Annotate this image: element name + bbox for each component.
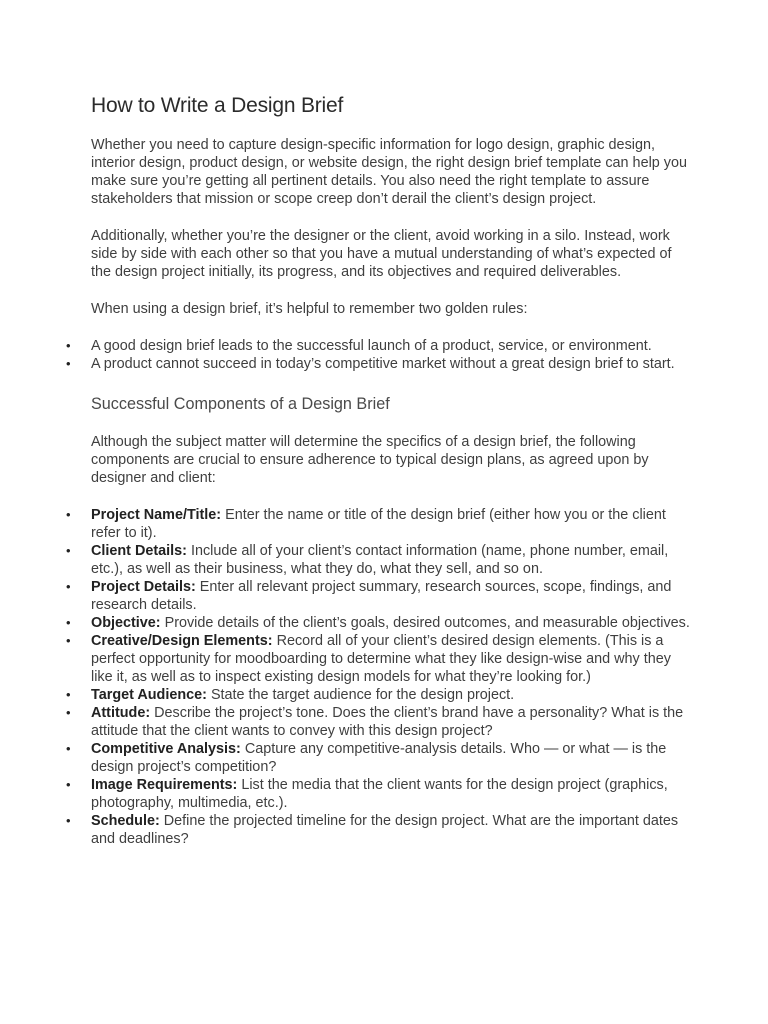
bullet-icon: • [66,579,71,594]
component-text: Define the projected timeline for the design project. What are the important dates and deadlines? [91,813,679,847]
list-item [66,704,691,740]
component-text: Record all of your client’s desired design elements. (This is a perfect opportunity for moodboarding to determine what they like design-wise and why they like it, as well as to inspect existing design models for what they’re looking for.) [91,633,671,685]
list-item [66,614,691,632]
section-heading: Successful Components of a Design Brief [91,395,390,413]
component-term: Target Audience: [91,687,207,703]
golden-rules-intro: When using a design brief, it’s helpful to remember two golden rules: [91,301,528,317]
collaboration-paragraph: Additionally, whether you’re the designer or the client, avoid working in a silo. Instead, work side by side with each other so that you have a mutual understanding of what’s expected of the design project initially, its progress, and its objectives and required deliverables. [91,228,672,280]
golden-rules-list [66,337,691,373]
list-item [66,740,691,776]
component-term: Creative/Design Elements: [91,633,273,649]
list-item [66,337,691,355]
list-item [66,632,691,686]
bullet-icon: • [66,741,71,756]
bullet-icon: • [66,687,71,702]
bullet-icon: • [66,633,71,648]
list-item [66,355,691,373]
component-term: Schedule: [91,813,160,829]
bullet-icon: • [66,777,71,792]
component-term: Objective: [91,615,161,631]
list-item [66,812,691,848]
section-intro: Although the subject matter will determine the specifics of a design brief, the following components are crucial to ensure adherence to typical design plans, as agreed upon by designer and client: [91,434,649,486]
component-term: Project Details: [91,579,196,595]
page-title: How to Write a Design Brief [91,94,344,117]
document-content [66,92,691,848]
component-text: Provide details of the client’s goals, desired outcomes, and measurable objectives. [164,615,690,631]
component-term: Client Details: [91,543,187,559]
component-term: Image Requirements: [91,777,238,793]
list-item [66,686,691,704]
list-item [66,776,691,812]
component-text: Describe the project’s tone. Does the client’s brand have a personality? What is the attitude that the client wants to convey with this design project? [91,705,684,739]
component-term: Attitude: [91,705,151,721]
component-text: Include all of your client’s contact information (name, phone number, email, etc.), as well as their business, what they do, what they sell, and so on. [91,543,669,577]
component-text: Capture any competitive-analysis details. Who — or what — is the design project’s competition? [91,741,667,775]
bullet-icon: • [66,338,71,353]
component-text: List the media that the client wants for the design project (graphics, photography, multimedia, etc.). [91,777,668,811]
bullet-icon: • [66,507,71,522]
component-text: Enter all relevant project summary, research sources, scope, findings, and research details. [91,579,672,613]
rule-text: A product cannot succeed in today’s competitive market without a great design brief to start. [91,356,675,372]
rule-text: A good design brief leads to the successful launch of a product, service, or environment. [91,338,652,354]
component-term: Project Name/Title: [91,507,222,523]
components-list [66,506,691,848]
bullet-icon: • [66,615,71,630]
list-item [66,506,691,542]
component-text: State the target audience for the design project. [210,687,515,703]
component-term: Competitive Analysis: [91,741,241,757]
component-text: Enter the name or title of the design brief (either how you or the client refer to it). [91,507,666,541]
list-item [66,578,691,614]
bullet-icon: • [66,813,71,828]
bullet-icon: • [66,356,71,371]
intro-paragraph: Whether you need to capture design-specific information for logo design, graphic design, interior design, product design, or website design, the right design brief template can help you make sure you’re getting all pertinent details. You also need the right template to assure stakeholders that mission or scope creep don’t derail the client’s design project. [91,137,687,207]
bullet-icon: • [66,543,71,558]
list-item [66,542,691,578]
bullet-icon: • [66,705,71,720]
